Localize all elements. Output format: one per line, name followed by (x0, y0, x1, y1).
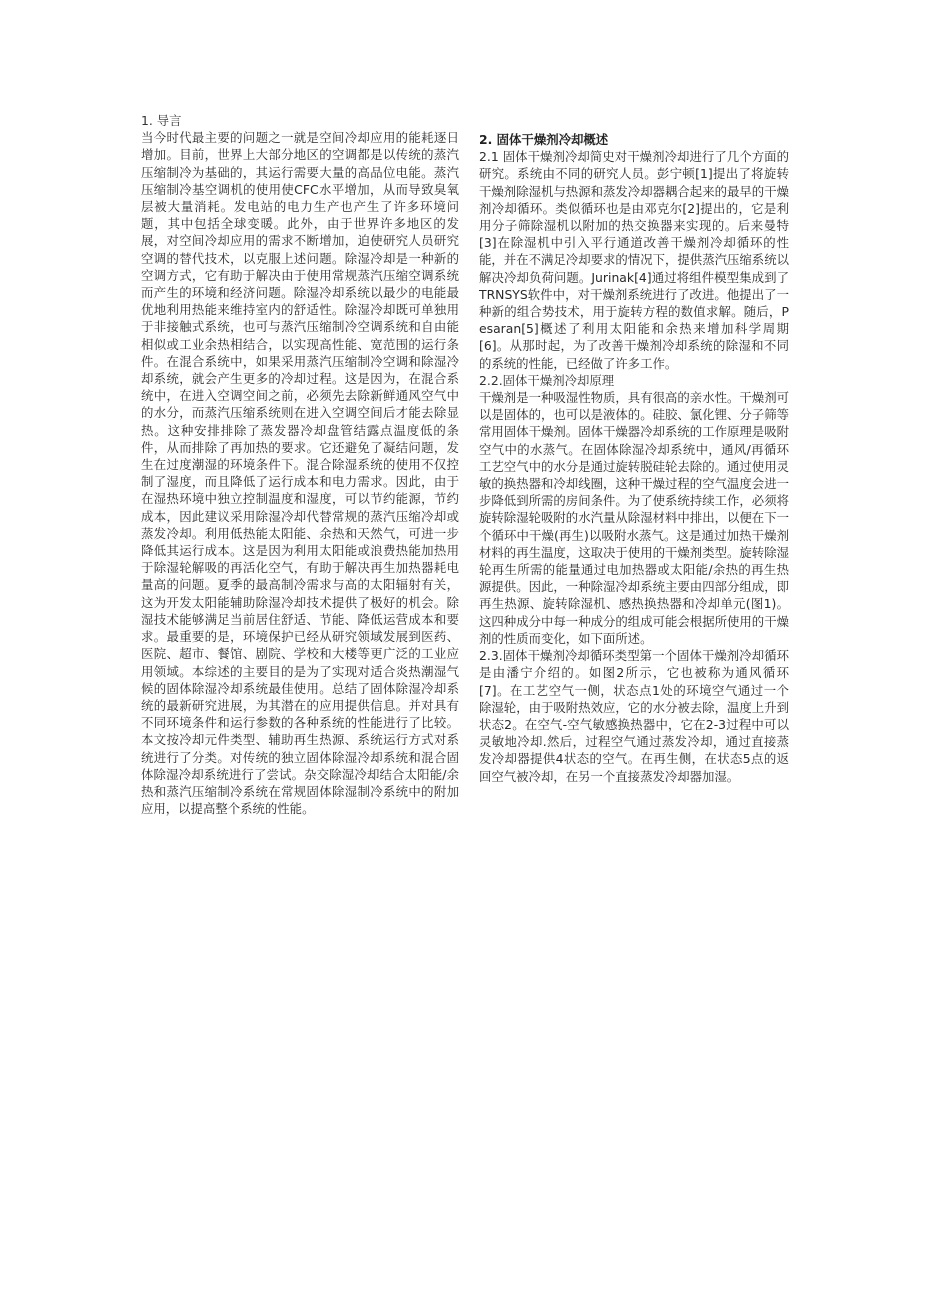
right-column (479, 131, 789, 785)
section-2-2-paragraph: 干燥剂是一种吸湿性物质，具有很高的亲水性。干燥剂可以是固体的，也可以是液体的。硅胶、氯化锂、分子筛等常用固体干燥剂。固体干燥器冷却系统的工作原理是吸附空气中的水蒸气。在固体除湿冷却系统中，通风/再循环工艺空气中的水分是通过旋转脱硅轮去除的。通过使用灵敏的换热器和冷却线圈，这种干燥过程的空气温度会进一步降低到所需的房间条件。为了使系统持续工作，必须将旋转除湿轮吸附的水汽量从除湿材料中排出，以便在下一个循环中干燥(再生)以吸附水蒸气。这是通过加热干燥剂材料的再生温度，这取决于使用的干燥剂类型。旋转除湿轮再生所需的能量通过电加热器或太阳能/余热的再生热源提供。因此，一种除湿冷却系统主要由四部分组成，即再生热源、旋转除湿机、感热换热器和冷却单元(图1)。这四种成分中每一种成分的组成可能会根据所使用的干燥剂的性质而变化，如下面所述。 (479, 390, 789, 646)
section-2-heading: 2. 固体干燥剂冷却概述 (479, 132, 609, 147)
section-2-2-heading: 2.2.固体干燥剂冷却原理 (479, 372, 615, 388)
section-1-body: 当今时代最主要的问题之一就是空间冷却应用的能耗逐日增加。目前，世界上大部分地区的空调都是以传统的蒸汽压缩制冷为基础的，其运行需要大量的高品位电能。蒸汽压缩制冷基空调机的使用使CFC水平增加，从而导致臭氧层被大量消耗。发电站的电力生产也产生了许多环境问题，其中包括全球变暖。此外，由于世界许多地区的发展，对空间冷却应用的需求不断增加，迫使研究人员研究空调的替代技术，以克服上述问题。除湿冷却是一种新的空调方式，它有助于解决由于使用常规蒸汽压缩空调系统而产生的环境和经济问题。除湿冷却系统以最少的电能最优地利用热能来维持室内的舒适性。除湿冷却既可单独用于非接触式系统，也可与蒸汽压缩制冷空调系统和自由能相似或工业余热相结合，以实现高性能、宽范围的运行条件。在混合系统中，如果采用蒸汽压缩制冷空调和除湿冷却系统，就会产生更多的冷却过程。这是因为，在混合系统中，在进入空调空间之前，必须先去除新鲜通风空气中的水分，而蒸汽压缩系统则在进入空调空间后才能去除显热。这种安排排除了蒸发器冷却盘管结露点温度低的条件，从而排除了再加热的要求。它还避免了凝结问题，发生在过度潮湿的环境条件下。混合除湿系统的使用不仅控制了湿度，而且降低了运行成本和电力需求。因此，由于在湿热环境中独立控制温度和湿度，可以节约能源，节约成本，因此建议采用除湿冷却代替常规的蒸汽压缩冷却或蒸发冷却。利用低热能太阳能、余热和天然气，可进一步降低其运行成本。这是因为利用太阳能或浪费热能加热用于除湿轮解吸的再活化空气，有助于解决再生加热器耗电量高的问题。夏季的最高制冷需求与高的太阳辐射有关，这为开发太阳能辅助除湿冷却技术提供了极好的机会。除湿技术能够满足当前居住舒适、节能、降低运营成本和要求。最重要的是，环境保护已经从研究领域发展到医药、医院、超市、餐馆、剧院、学校和大楼等更广泛的工业应用领域。本综述的主要目的是为了实现对适合炎热潮湿气候的固体除湿冷却系统最佳使用。总结了固体除湿冷却系统的最新研究进展，为其潜在的应用提供信息。并对具有不同环境条件和运行参数的各种系统的性能进行了比较。本文按冷却元件类型、辅助再生热源、系统运行方式对系统进行了分类。对传统的独立固体除湿冷却系统和混合固体除湿冷却系统进行了尝试。杂交除湿冷却结合太阳能/余热和蒸汽压缩制冷系统在常规固体除湿制冷系统中的附加应用，以提高整个系统的性能。 (141, 130, 459, 817)
left-column (141, 112, 459, 817)
section-1-heading: 1. 导言 (141, 113, 182, 128)
section-2-3-paragraph: 2.3.固体干燥剂冷却循环类型第一个固体干燥剂冷却循环是由潘宁介绍的。如图2所示，它也被称为通风循环[7]。在工艺空气一侧，状态点1处的环境空气通过一个除湿轮，由于吸附热效应，它的水分被去除，温度上升到状态2。在空气-空气敏感换热器中，它在2-3过程中可以灵敏地冷却.然后，过程空气通过蒸发冷却，通过直接蒸发冷却器提供4状态的空气。在再生侧，在状态5点的返回空气被冷却，在另一个直接蒸发冷却器加湿。 (479, 648, 789, 784)
section-2-1-paragraph: 2.1 固体干燥剂冷却简史对干燥剂冷却进行了几个方面的研究。系统由不同的研究人员。彭宁顿[1]提出了将旋转干燥剂除湿机与热源和蒸发冷却器耦合起来的最早的干燥剂冷却循环。类似循环也是由邓克尔[2]提出的，它是利用分子筛除湿机以附加的热交换器来实现的。后来曼特[3]在除湿机中引入平行通道改善干燥剂冷却循环的性能，并在不满足冷却要求的情况下，提供蒸汽压缩系统以解决冷却负荷问题。Jurinak[4]通过将组件模型集成到了TRNSYS软件中，对干燥剂系统进行了改进。他提出了一种新的组合势技术，用于旋转方程的数值求解。随后，Pesaran[5]概述了利用太阳能和余热来增加科学周期[6]。从那时起，为了改善干燥剂冷却系统的除湿和不同的系统的性能，已经做了许多工作。 (479, 149, 789, 371)
